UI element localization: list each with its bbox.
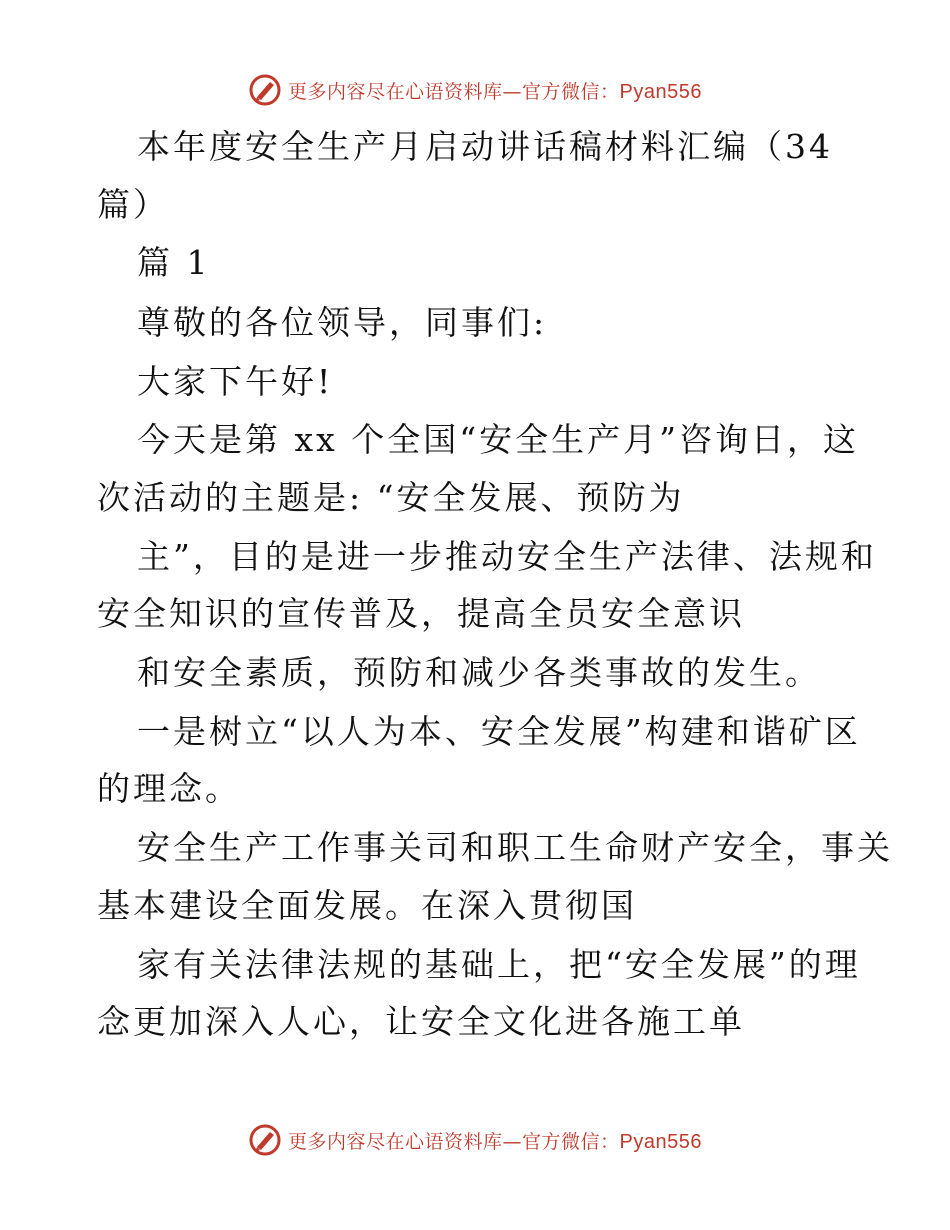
section-heading: 篇 1 (137, 243, 211, 282)
paragraph-line: 一是树立“以人为本、安全发展”构建和谐矿区 (137, 712, 861, 751)
footer-text: 更多内容尽在心语资料库—官方微信：Pyan556 (288, 1130, 702, 1153)
paragraph-line: 安全知识的宣传普及，提高全员安全意识 (97, 594, 745, 633)
paragraph-line: 次活动的主题是: “安全发展、预防为 (97, 478, 685, 517)
paragraph-line: 和安全素质，预防和减少各类事故的发生。 (137, 653, 821, 692)
greeting: 大家下午好! (137, 362, 334, 401)
paragraph-line: 的理念。 (97, 769, 241, 808)
salutation: 尊敬的各位领导，同事们: (137, 303, 548, 342)
header-text: 更多内容尽在心语资料库—官方微信：Pyan556 (288, 80, 702, 103)
paragraph-line: 基本建设全面发展。在深入贯彻国 (97, 886, 637, 925)
paragraph-line: 主”，目的是进一步推动安全生产法律、法规和 (137, 537, 877, 576)
paragraph-line: 家有关法律法规的基础上，把“安全发展”的理 (137, 945, 861, 984)
document-title-line-1: 本年度安全生产月启动讲话稿材料汇编（34 (137, 127, 833, 166)
document-title-line-2: 篇） (97, 185, 169, 224)
paragraph-line: 念更加深入人心，让安全文化进各施工单 (97, 1002, 745, 1041)
pen-logo-icon (248, 1123, 282, 1157)
footer-banner (0, 1122, 950, 1158)
pen-logo-icon (248, 73, 282, 107)
header-banner (0, 72, 950, 108)
paragraph-line: 安全生产工作事关司和职工生命财产安全，事关 (137, 828, 893, 867)
paragraph-line: 今天是第 xx 个全国“安全生产月”咨询日，这 (137, 420, 859, 459)
